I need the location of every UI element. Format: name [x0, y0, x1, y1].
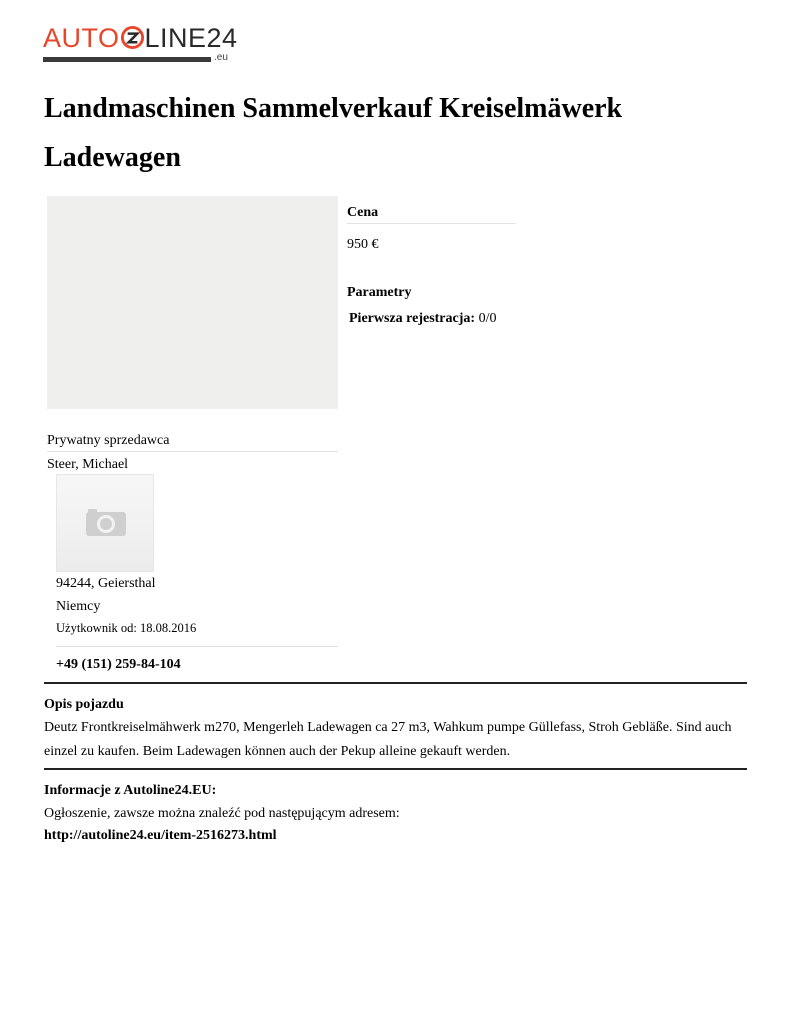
info-label: Informacje z Autoline24.EU:: [44, 783, 217, 798]
section-divider-description: [44, 682, 747, 684]
first-registration-label: Pierwsza rejestracja:: [349, 311, 476, 326]
price-value: 950 €: [347, 237, 379, 252]
seller-name: Steer, Michael: [47, 457, 129, 472]
logo-domain: .eu: [214, 52, 228, 63]
autoline24-logo[interactable]: [43, 22, 243, 66]
logo-text-right: LINE24: [144, 23, 238, 53]
logo-mark-icon: [120, 25, 145, 50]
seller-phone[interactable]: +49 (151) 259-84-104: [56, 657, 181, 672]
first-registration-value: 0/0: [478, 311, 497, 326]
seller-type: Prywatny sprzedawca: [47, 433, 170, 448]
camera-icon: [84, 506, 128, 538]
section-divider-info: [44, 768, 747, 770]
seller-divider: [47, 451, 338, 452]
info-text: Ogłoszenie, zawsze można znaleźć pod następującym adresem:: [44, 806, 400, 821]
seller-address: 94244, Geiersthal: [56, 576, 156, 591]
logo-underbar: [43, 57, 211, 62]
parameters-label: Parametry: [347, 285, 412, 300]
logo-text-left: AUTO: [43, 23, 120, 53]
listing-title: Landmaschinen Sammelverkauf Kreiselmäwerk Ladewagen: [44, 93, 623, 173]
description-text: Deutz Frontkreiselmähwerk m270, Mengerleh Ladewagen ca 27 m3, Wahkum pumpe Güllefass, Stroh Gebläße. Sind auch einzel zu kaufen. Beim Ladewagen können auch der Pekup alleine gekauft werden.: [44, 720, 732, 759]
price-divider: [347, 223, 516, 224]
listing-url-link[interactable]: http://autoline24.eu/item-2516273.html: [44, 828, 277, 843]
description-label: Opis pojazdu: [44, 697, 124, 712]
seller-member-since: Użytkownik od: 18.08.2016: [56, 621, 197, 635]
listing-photo-placeholder: [47, 196, 338, 409]
seller-avatar: [56, 474, 154, 572]
contact-divider: [56, 646, 338, 647]
seller-country: Niemcy: [56, 599, 101, 614]
first-registration-row: [349, 311, 496, 327]
price-label: Cena: [347, 205, 379, 220]
